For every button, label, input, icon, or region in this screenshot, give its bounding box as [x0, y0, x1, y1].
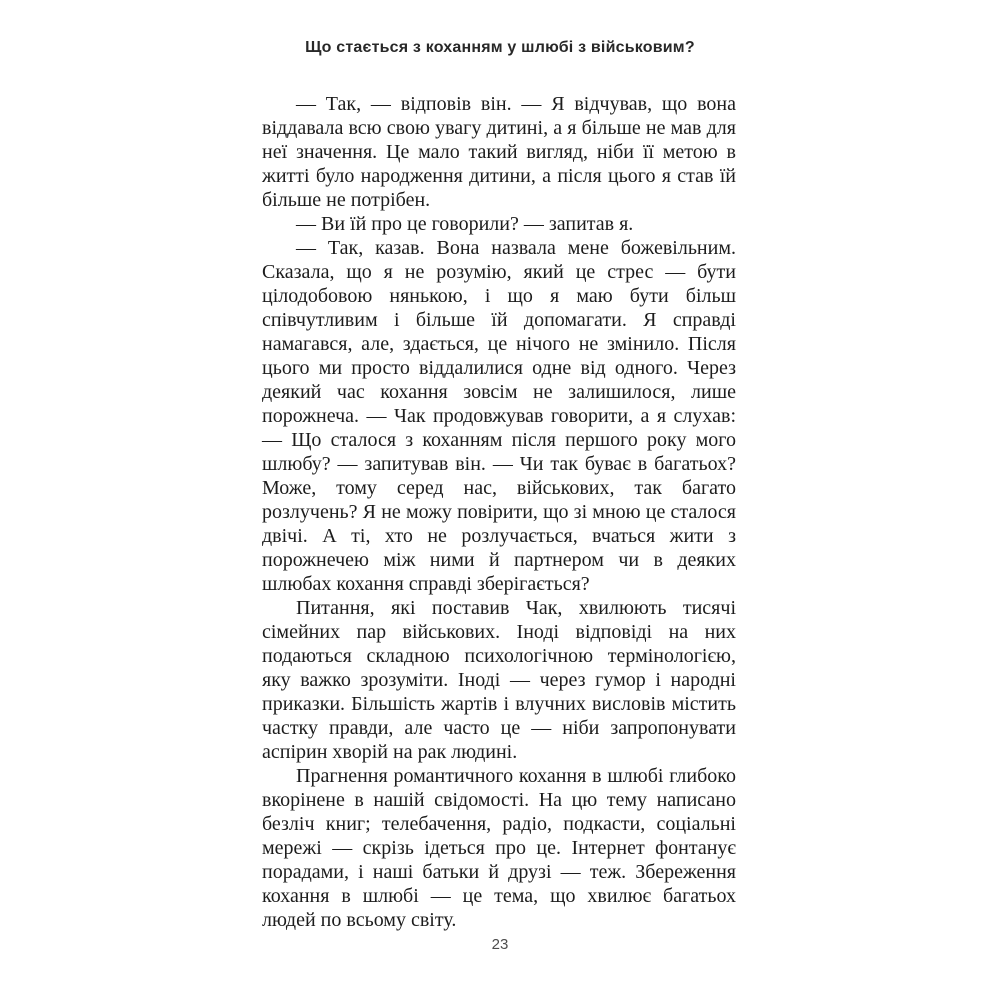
text-block: [262, 92, 736, 932]
paragraph: — Так, казав. Вона назвала мене божевільним. Сказала, що я не розумію, який це стрес — бути цілодобовою нянькою, і що я маю бути більш співчутливим і більше їй допомагати. Я справді намагався, але, здається, це нічого не змінило. Після цього ми просто віддалилися одне від одного. Через деякий час кохання зовсім не залишилося, лише порожнеча. — Чак продовжував говорити, а я слухав: — Що сталося з коханням після першого року мого шлюбу? — запитував він. — Чи так буває в багатьох? Може, тому серед нас, військових, так багато розлучень? Я не можу повірити, що зі мною це сталося двічі. А ті, хто не розлучається, вчаться жити з порожнечею між ними й партнером чи в деяких шлюбах кохання справді зберігається?: [262, 237, 736, 595]
page-number: 23: [491, 936, 509, 953]
paragraph: Питання, які поставив Чак, хвилюють тисячі сімейних пар військових. Іноді відповіді на них подаються складною психологічною термінологією, яку важко зрозуміти. Іноді — через гумор і народні приказки. Більшість жартів і влучних висловів містить частку правди, але часто це — ніби запропонувати аспірин хворій на рак людині.: [262, 597, 736, 763]
running-header: Що стається з коханням у шлюбі з військовим?: [305, 39, 695, 56]
paragraph: — Так, — відповів він. — Я відчував, що вона віддавала всю свою увагу дитині, а я більше не мав для неї значення. Це мало такий вигляд, ніби її метою в житті було народження дитини, а після цього я став їй більше не потрібен.: [262, 93, 736, 211]
paragraph: — Ви їй про це говорили? — запитав я.: [296, 213, 634, 235]
paragraph: Прагнення романтичного кохання в шлюбі глибоко вкорінене в нашій свідомості. На цю тему написано безліч книг; телебачення, радіо, подкасти, соціальні мережі — скрізь ідеться про це. Інтернет фонтанує порадами, і наші батьки й друзі — теж. Збереження кохання в шлюбі — це тема, що хвилює багатьох людей по всьому світу.: [262, 765, 736, 931]
